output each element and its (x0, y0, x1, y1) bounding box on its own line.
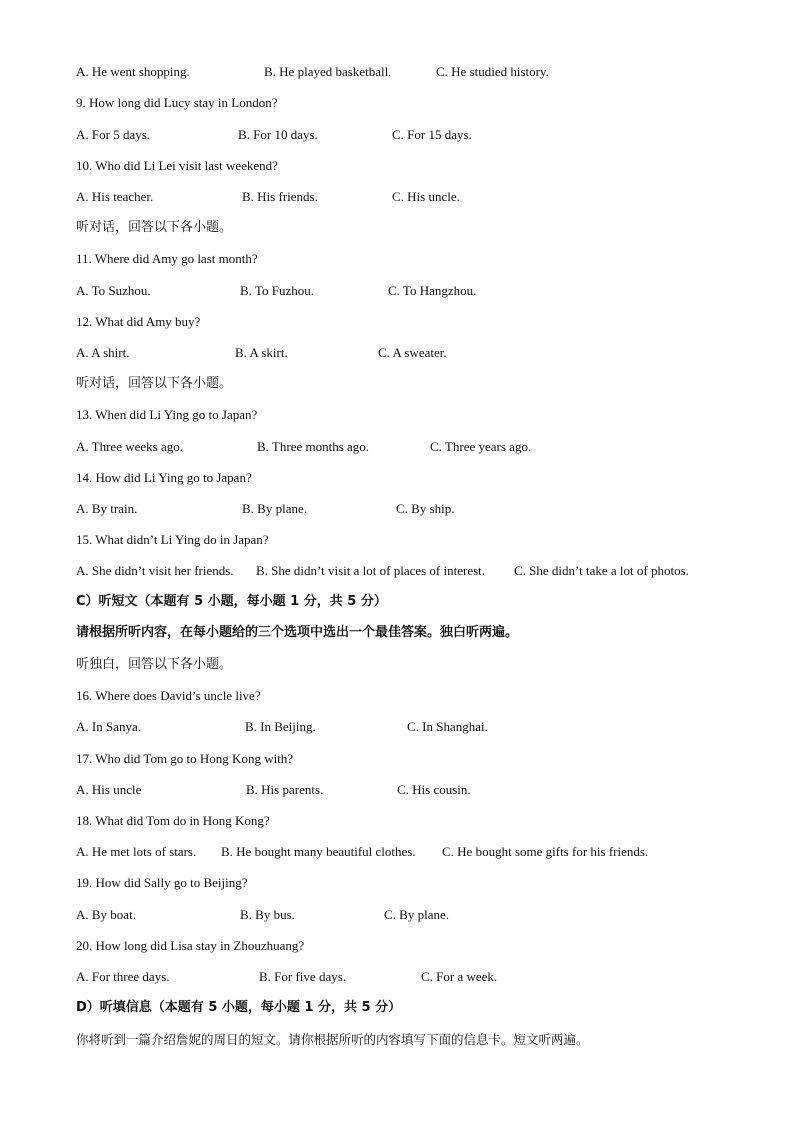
q9-stem: 9. How long did Lucy stay in London? (76, 95, 278, 110)
q19-option-c: C. By plane. (384, 907, 449, 922)
section-d-heading: D）听填信息（本题有 5 小题，每小题 1 分，共 5 分） (76, 1000, 402, 1015)
q13-option-b: B. Three months ago. (257, 439, 370, 454)
q17-option-b: B. His parents. (246, 782, 324, 797)
q14-option-c: C. By ship. (396, 501, 455, 516)
q8-option-c: C. He studied history. (436, 64, 549, 79)
q8-option-a: A. He went shopping. (76, 64, 190, 79)
q10-option-c: C. His uncle. (392, 189, 460, 204)
q18-stem: 18. What did Tom do in Hong Kong? (76, 813, 270, 828)
q12-option-a: A. A shirt. (76, 345, 130, 360)
q17-option-c: C. His cousin. (397, 782, 471, 797)
q12-stem: 12. What did Amy buy? (76, 314, 201, 329)
section-c-instruction: 请根据所听内容，在每小题给的三个选项中选出一个最佳答案。独白听两遍。 (76, 625, 519, 640)
q11-option-a: A. To Suzhou. (76, 283, 151, 298)
q11-option-c: C. To Hangzhou. (388, 283, 477, 298)
q19-stem: 19. How did Sally go to Beijing? (76, 875, 248, 890)
listening-instruction: 听对话，回答以下各小题。 (76, 376, 233, 391)
q12-option-b: B. A skirt. (235, 345, 288, 360)
q13-stem: 13. When did Li Ying go to Japan? (76, 407, 258, 422)
q12-option-c: C. A sweater. (378, 345, 447, 360)
q18-option-b: B. He bought many beautiful clothes. (221, 844, 416, 859)
q11-stem: 11. Where did Amy go last month? (76, 251, 258, 266)
q16-option-c: C. In Shanghai. (407, 719, 488, 734)
q11-option-b: B. To Fuzhou. (240, 283, 314, 298)
q15-option-a: A. She didn’t visit her friends. (76, 563, 234, 578)
q19-option-a: A. By boat. (76, 907, 136, 922)
q20-stem: 20. How long did Lisa stay in Zhouzhuang? (76, 938, 305, 953)
q16-option-a: A. In Sanya. (76, 719, 141, 734)
q10-stem: 10. Who did Li Lei visit last weekend? (76, 158, 278, 173)
q15-stem: 15. What didn’t Li Ying do in Japan? (76, 532, 269, 547)
q20-option-b: B. For five days. (259, 969, 347, 984)
q20-option-c: C. For a week. (421, 969, 498, 984)
q14-stem: 14. How did Li Ying go to Japan? (76, 470, 252, 485)
q10-option-a: A. His teacher. (76, 189, 154, 204)
q20-option-a: A. For three days. (76, 969, 170, 984)
q9-option-b: B. For 10 days. (238, 127, 318, 142)
q13-option-a: A. Three weeks ago. (76, 439, 183, 454)
q19-option-b: B. By bus. (240, 907, 295, 922)
listening-instruction: 听对话，回答以下各小题。 (76, 220, 233, 235)
q14-option-b: B. By plane. (242, 501, 307, 516)
q13-option-c: C. Three years ago. (430, 439, 532, 454)
section-c-heading: C）听短文（本题有 5 小题，每小题 1 分，共 5 分） (76, 594, 387, 609)
q15-option-b: B. She didn’t visit a lot of places of interest. (256, 563, 486, 578)
q16-option-b: B. In Beijing. (245, 719, 316, 734)
q9-option-c: C. For 15 days. (392, 127, 472, 142)
q15-option-c: C. She didn’t take a lot of photos. (514, 563, 689, 578)
q10-option-b: B. His friends. (242, 189, 318, 204)
section-d-instruction: 你将听到一篇介绍詹妮的周日的短文。请你根据所听的内容填写下面的信息卡。短文听两遍。 (76, 1032, 589, 1047)
q18-option-a: A. He met lots of stars. (76, 844, 197, 859)
q17-stem: 17. Who did Tom go to Hong Kong with? (76, 751, 294, 766)
section-c-sub-instruction: 听独白，回答以下各小题。 (76, 657, 233, 672)
q17-option-a: A. His uncle (76, 782, 142, 797)
q16-stem: 16. Where does David’s uncle live? (76, 688, 261, 703)
q18-option-c: C. He bought some gifts for his friends. (442, 844, 649, 859)
q14-option-a: A. By train. (76, 501, 138, 516)
q9-option-a: A. For 5 days. (76, 127, 151, 142)
q8-option-b: B. He played basketball. (264, 64, 392, 79)
